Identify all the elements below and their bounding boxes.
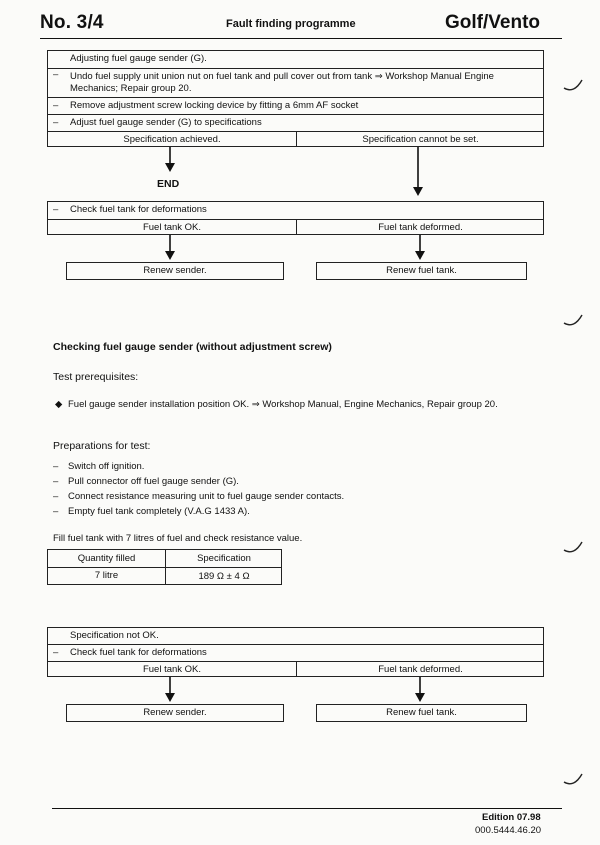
prereq-title: Test prerequisites:	[53, 371, 139, 383]
step-text: Undo fuel supply unit union nut on fuel tank and pull cover out from tank ⇒ Workshop Manual Engine	[70, 71, 494, 82]
table-header: Quantity filled	[77, 553, 136, 564]
outcome-right: Fuel tank deformed.	[378, 222, 463, 233]
result-box	[66, 262, 284, 280]
step-text-cont: Mechanics; Repair group 20.	[70, 83, 192, 94]
margin-tick-icon	[562, 772, 584, 788]
outcome-row	[48, 219, 543, 235]
arrow-down-icon	[160, 677, 180, 703]
document-code: 000.5444.46.20	[475, 825, 542, 836]
spec-not-ok-box	[47, 627, 544, 677]
spec-table	[47, 549, 282, 585]
outcome-right: Fuel tank deformed.	[378, 664, 463, 675]
arrow-down-icon	[408, 147, 428, 197]
outcome-row	[48, 131, 543, 147]
step-text: Check fuel tank for deformations	[70, 647, 207, 658]
outcome-left: Fuel tank OK.	[142, 664, 202, 675]
result-box	[316, 262, 527, 280]
result-text: Renew fuel tank.	[386, 707, 457, 718]
page-number: No. 3/4	[40, 12, 104, 33]
result-text: Renew sender.	[143, 265, 207, 276]
arrow-down-icon	[160, 235, 180, 261]
end-label: END	[157, 178, 180, 190]
outcome-row	[48, 661, 543, 677]
step-row: – Check fuel tank for deformations	[48, 644, 543, 661]
step-row: – Undo fuel supply unit union nut on fuel tank and pull cover out from tank ⇒ Workshop Manual Engine Mechanics; Repair group 20.	[48, 68, 543, 97]
model-name: Golf/Vento	[445, 12, 540, 33]
step-row: – Adjust fuel gauge sender (G) to specifications	[48, 114, 543, 131]
page-title: Fault finding programme	[226, 18, 356, 30]
result-text: Renew fuel tank.	[386, 265, 457, 276]
outcome-left: Fuel tank OK.	[142, 222, 202, 233]
check-tank-box: – Check fuel tank for deformations Fuel tank OK. Fuel tank deformed.	[47, 201, 544, 235]
footer-rule	[52, 808, 562, 809]
step-text: Adjust fuel gauge sender (G) to specifications	[70, 117, 262, 128]
table-cell: 189 Ω ± 4 Ω	[198, 571, 250, 582]
step-text: Remove adjustment screw locking device by fitting a 6mm AF socket	[70, 100, 359, 111]
header-rule	[40, 38, 562, 39]
outcome-right: Specification cannot be set.	[362, 134, 479, 145]
outcome-left: Specification achieved.	[123, 134, 221, 145]
arrow-down-icon	[410, 235, 430, 261]
margin-tick-icon	[562, 78, 584, 94]
result-box	[316, 704, 527, 722]
margin-tick-icon	[562, 313, 584, 329]
table-header: Specification	[197, 553, 251, 564]
margin-tick-icon	[562, 540, 584, 556]
prep-item: Connect resistance measuring unit to fuel gauge sender contacts.	[68, 491, 345, 502]
fill-instruction: Fill fuel tank with 7 litres of fuel and check resistance value.	[53, 533, 303, 544]
prep-item: Empty fuel tank completely (V.A.G 1433 A).	[68, 506, 250, 517]
result-text: Renew sender.	[143, 707, 207, 718]
arrow-down-icon	[160, 147, 180, 173]
adjust-sender-box	[47, 50, 544, 147]
prep-title: Preparations for test:	[53, 440, 151, 452]
box-title: Specification not OK.	[70, 630, 159, 641]
arrow-down-icon	[410, 677, 430, 703]
result-box	[66, 704, 284, 722]
step-row: – Remove adjustment screw locking device by fitting a 6mm AF socket	[48, 97, 543, 114]
section-heading: Checking fuel gauge sender (without adjustment screw)	[53, 341, 332, 353]
adjust-sender-title: Adjusting fuel gauge sender (G).	[70, 53, 207, 64]
table-cell: 7 litre	[94, 570, 119, 581]
prep-item: Switch off ignition.	[68, 461, 145, 472]
table-row	[48, 567, 281, 585]
prep-item: Pull connector off fuel gauge sender (G).	[68, 476, 239, 487]
step-text: Check fuel tank for deformations	[70, 204, 207, 215]
edition-label: Edition 07.98	[482, 812, 541, 823]
diamond-bullet-icon: ◆	[55, 399, 63, 410]
prereq-item: Fuel gauge sender installation position OK. ⇒ Workshop Manual, Engine Mechanics, Repair group 20.	[68, 399, 498, 410]
